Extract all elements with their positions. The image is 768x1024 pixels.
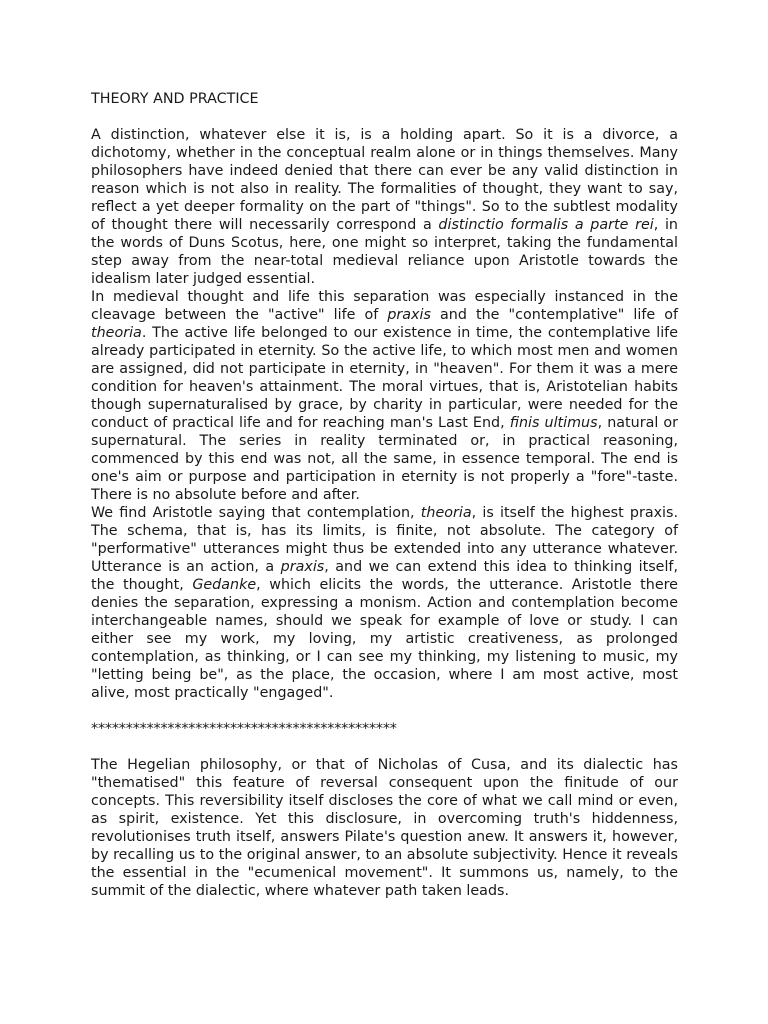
paragraph-text: , and we can extend this idea to thinking itself, the thought,	[91, 559, 678, 593]
paragraph-2	[91, 288, 678, 504]
paragraph-3	[91, 504, 678, 702]
italic-term: theoria	[420, 505, 472, 521]
paragraph-text: , is itself the highest praxis. The schema, that is, has its limits, is finite, not absolute. The category of "performative" utterances might thus be extended into any utterance whatever. Utterance is an action, a	[91, 505, 679, 575]
paragraph-text: , in the words of Duns Scotus, here, one might so interpret, taking the fundamental step away from the near-total medieval reliance upon Aristotle towards the idealism later judged essential.	[91, 217, 678, 287]
paragraph-1	[91, 126, 678, 288]
paragraph-text: The Hegelian philosophy, or that of Nicholas of Cusa, and its dialectic has "thematised" this feature of reversal consequent upon the finitude of our concepts. This reversibility itself discloses the core of what we call mind or even, as spirit, existence. Yet this disclosure, in overcoming truth's hiddenness, revolutionises truth itself, answers Pilate's question anew. It answers it, however, by recalling us to the original answer, to an absolute subjectivity. Hence it reveals the essential in the "ecumenical movement". It summons us, namely, to the summit of the dialectic, where whatever path taken leads.	[91, 757, 678, 899]
section-separator: ********************************************	[91, 721, 397, 737]
document-page	[91, 90, 678, 900]
paragraph-text: , natural or supernatural. The series in reality terminated or, in practical reasoning, commenced by this end was not, all the same, in essence temporal. The end is one's aim or purpose and participation in eternity is not properly a "fore"-taste. There is no absolute before and after.	[91, 415, 679, 503]
italic-term: finis ultimus	[509, 415, 598, 431]
italic-term: praxis	[280, 559, 325, 575]
italic-term: distinctio formalis a parte rei	[438, 217, 654, 233]
paragraph-4	[91, 756, 678, 900]
paragraph-text: In medieval thought and life this separation was especially instanced in the cleavage between the "active" life of	[91, 289, 678, 323]
paragraph-text: . The active life belonged to our existence in time, the contemplative life already participated in eternity. So the active life, to which most men and women are assigned, did not participate in eternity, in "heaven". For them it was a mere condition for heaven's attainment. The moral virtues, that is, Aristotelian habits though supernaturalised by grace, by charity in particular, were needed for the conduct of practical life and for reaching man's Last End,	[91, 325, 678, 431]
document-title: THEORY AND PRACTICE	[91, 91, 259, 107]
paragraph-text: , which elicits the words, the utterance. Aristotle there denies the separation, expressing a monism. Action and contemplation become interchangeable names, should we speak for example of love or study. I can either see my work, my loving, my artistic creativeness, as prolonged contemplation, as thinking, or I can see my thinking, my listening to music, my "letting being be", as the place, the occasion, where I am most active, most alive, most practically "engaged".	[91, 577, 678, 701]
paragraph-text: A distinction, whatever else it is, is a holding apart. So it is a divorce, a dichotomy, whether in the conceptual realm alone or in things themselves. Many philosophers have indeed denied that there can ever be any valid distinction in reason which is not also in reality. The formalities of thought, they want to say, reflect a yet deeper formality on the part of "things". So to the subtlest modality of thought there will necessarily correspond a	[91, 127, 678, 233]
paragraph-text: We find Aristotle saying that contemplation,	[91, 505, 421, 521]
italic-term: praxis	[387, 307, 431, 323]
italic-term: theoria	[91, 325, 142, 341]
italic-term: Gedanke	[192, 577, 257, 593]
paragraph-text: and the "contemplative" life of	[430, 307, 678, 323]
